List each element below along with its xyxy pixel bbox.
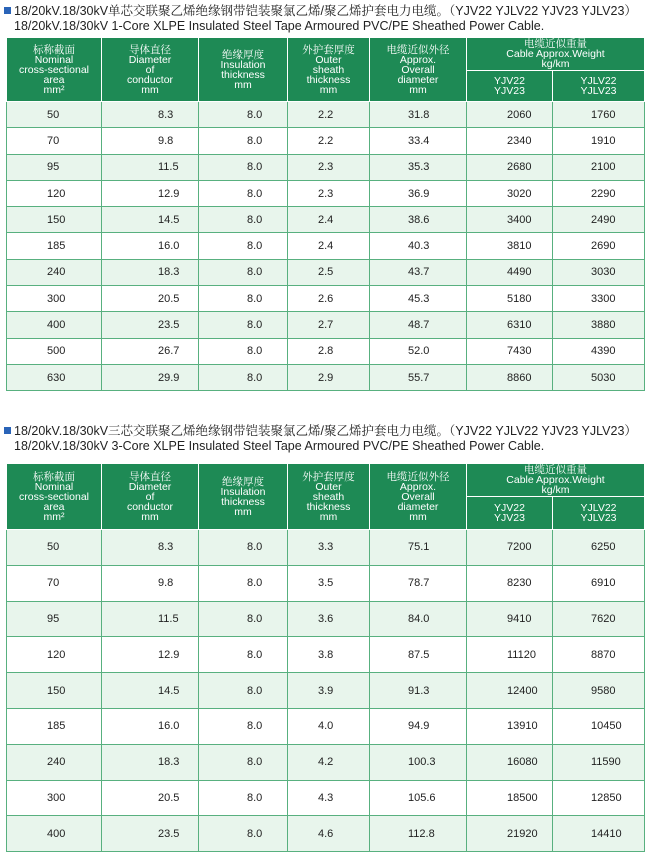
- table-cell: 2.4: [288, 233, 370, 259]
- header-line: thickness: [306, 500, 351, 513]
- table-cell: 35.3: [370, 154, 467, 180]
- table-cell: 9.8: [102, 565, 199, 601]
- header-weight-aluminium: [553, 71, 645, 102]
- table-cell: 150: [7, 673, 102, 709]
- table-cell: 2.3: [288, 180, 370, 206]
- table-cell: 150: [7, 207, 102, 233]
- table-cell: 8.0: [199, 233, 288, 259]
- table-cell: 8860: [467, 364, 553, 390]
- table-cell: 4490: [467, 259, 553, 285]
- table-cell: 20.5: [102, 780, 199, 816]
- header-line: mm²: [43, 510, 65, 523]
- header-sheath: [288, 464, 370, 530]
- title-cn-text: 18/20kV.18/30kV三芯交联聚乙烯绝缘钢带铠装聚氯乙烯/聚乙烯护套电力电缆。（YJV22 YJLV22 YJV23 YJLV23）: [14, 424, 637, 438]
- header-row: [7, 464, 645, 497]
- header-area: [7, 38, 102, 102]
- header-line: area: [43, 73, 65, 86]
- section-three-core: [0, 420, 650, 840]
- table-cell: 8.0: [199, 364, 288, 390]
- table-cell: 8.0: [199, 601, 288, 637]
- header-diameter: [102, 38, 199, 102]
- table-cell: 8.0: [199, 154, 288, 180]
- header-line: Approx.: [399, 53, 437, 66]
- table-cell: 400: [7, 312, 102, 338]
- table-cell: 2340: [467, 128, 553, 154]
- table-cell: 2.5: [288, 259, 370, 285]
- table-cell: 8.0: [199, 673, 288, 709]
- table-cell: 240: [7, 744, 102, 780]
- table-cell: 23.5: [102, 816, 199, 852]
- table-cell: 33.4: [370, 128, 467, 154]
- table-cell: 18.3: [102, 259, 199, 285]
- header-line: Outer: [315, 480, 342, 493]
- table-cell: 8.0: [199, 744, 288, 780]
- table-cell: 95: [7, 601, 102, 637]
- header-line: kg/km: [541, 484, 570, 496]
- header-line: mm: [234, 505, 252, 518]
- table-cell: 95: [7, 154, 102, 180]
- header-line: 外护套厚度: [302, 43, 355, 56]
- section-title-cn: [0, 0, 650, 19]
- header-line: Approx.: [399, 480, 437, 493]
- header-line: diameter: [397, 500, 439, 513]
- header-weight: [467, 464, 645, 497]
- table-row: [7, 259, 645, 285]
- section-title-en: 18/20kV.18/30kV 3-Core XLPE Insulated Steel Tape Armoured PVC/PE Sheathed Power Cable.: [14, 439, 545, 453]
- table-cell: 8.0: [199, 180, 288, 206]
- table-cell: 8.0: [199, 780, 288, 816]
- header-line: YJV22: [494, 502, 525, 514]
- table-row: [7, 744, 645, 780]
- table-cell: 87.5: [370, 637, 467, 673]
- table-cell: 500: [7, 338, 102, 364]
- table-cell: 2.2: [288, 128, 370, 154]
- table-cell: 8.0: [199, 128, 288, 154]
- table-cell: 12.9: [102, 180, 199, 206]
- title-cn-text: 18/20kV.18/30kV单芯交联聚乙烯绝缘钢带铠装聚氯乙烯/聚乙烯护套电力电缆。（YJV22 YJLV22 YJV23 YJLV23）: [14, 4, 637, 18]
- bullet-icon: [4, 427, 11, 434]
- table-cell: 400: [7, 816, 102, 852]
- header-sheath: [288, 38, 370, 102]
- table-cell: 9.8: [102, 128, 199, 154]
- table-cell: 3880: [553, 312, 645, 338]
- table-cell: 14.5: [102, 673, 199, 709]
- header-weight: [467, 38, 645, 71]
- header-line: thickness: [221, 495, 265, 508]
- table-cell: 2.7: [288, 312, 370, 338]
- table-cell: 8230: [467, 565, 553, 601]
- table-cell: 16.0: [102, 233, 199, 259]
- table-cell: 12.9: [102, 637, 199, 673]
- section-title-cn: [0, 420, 650, 439]
- table-row: [7, 637, 645, 673]
- header-line: YJLV23: [580, 512, 617, 524]
- table-cell: 21920: [467, 816, 553, 852]
- header-line: 电缆近似重量: [524, 464, 587, 476]
- table-row: [7, 207, 645, 233]
- table-cell: 2100: [553, 154, 645, 180]
- table-cell: 5180: [467, 286, 553, 312]
- header-line: Insulation: [220, 58, 266, 71]
- header-line: area: [43, 500, 65, 513]
- table-cell: 10450: [553, 708, 645, 744]
- header-line: YJLV22: [580, 75, 617, 87]
- header-line: 标称截面: [33, 43, 75, 56]
- header-line: Cable Approx.Weight: [506, 48, 605, 60]
- table-cell: 8.3: [102, 530, 199, 566]
- header-line: of: [145, 490, 155, 503]
- table-row: [7, 338, 645, 364]
- table-row: [7, 233, 645, 259]
- table-cell: 18500: [467, 780, 553, 816]
- header-line: 标称截面: [33, 470, 75, 483]
- header-line: YJLV23: [580, 85, 617, 97]
- header-line: 电缆近似重量: [524, 38, 587, 50]
- header-line: 导体直径: [129, 43, 171, 56]
- table-cell: 50: [7, 102, 102, 128]
- table-cell: 11120: [467, 637, 553, 673]
- table-cell: 8.0: [199, 259, 288, 285]
- table-cell: 2.8: [288, 338, 370, 364]
- table-cell: 105.6: [370, 780, 467, 816]
- table-cell: 45.3: [370, 286, 467, 312]
- table-cell: 14.5: [102, 207, 199, 233]
- table-cell: 3.9: [288, 673, 370, 709]
- table-row: [7, 816, 645, 852]
- header-line: mm: [409, 510, 427, 523]
- header-line: YJLV22: [580, 502, 617, 514]
- table-row: [7, 286, 645, 312]
- table-cell: 300: [7, 780, 102, 816]
- table-body: [7, 102, 645, 391]
- header-line: mm²: [43, 83, 65, 96]
- header-line: YJV22: [494, 75, 525, 87]
- header-line: mm: [234, 78, 252, 91]
- table-cell: 2.3: [288, 154, 370, 180]
- table-cell: 7200: [467, 530, 553, 566]
- header-line: Overall: [401, 490, 435, 503]
- table-cell: 4.0: [288, 708, 370, 744]
- header-weight-copper: [467, 497, 553, 530]
- header-area: [7, 464, 102, 530]
- header-line: mm: [141, 83, 159, 96]
- table-cell: 94.9: [370, 708, 467, 744]
- table-cell: 8.0: [199, 338, 288, 364]
- table-cell: 12400: [467, 673, 553, 709]
- table-cell: 240: [7, 259, 102, 285]
- table-cell: 48.7: [370, 312, 467, 338]
- table-cell: 630: [7, 364, 102, 390]
- table-cell: 3400: [467, 207, 553, 233]
- header-insulation: [199, 464, 288, 530]
- header-line: 绝缘厚度: [222, 475, 264, 488]
- table-cell: 11.5: [102, 601, 199, 637]
- table-cell: 6250: [553, 530, 645, 566]
- table-cell: 84.0: [370, 601, 467, 637]
- table-cell: 4390: [553, 338, 645, 364]
- table-header: [7, 464, 645, 530]
- table-cell: 2680: [467, 154, 553, 180]
- table-cell: 78.7: [370, 565, 467, 601]
- table-row: [7, 154, 645, 180]
- table-cell: 29.9: [102, 364, 199, 390]
- table-cell: 185: [7, 233, 102, 259]
- table-cell: 7620: [553, 601, 645, 637]
- table-cell: 7430: [467, 338, 553, 364]
- table-cell: 26.7: [102, 338, 199, 364]
- table-cell: 8.0: [199, 530, 288, 566]
- header-line: mm: [409, 83, 427, 96]
- table-cell: 112.8: [370, 816, 467, 852]
- header-line: diameter: [397, 73, 439, 86]
- table-cell: 2060: [467, 102, 553, 128]
- spec-table-three-core: [6, 463, 645, 852]
- table-row: [7, 312, 645, 338]
- header-line: sheath: [312, 63, 345, 76]
- table-cell: 8.0: [199, 312, 288, 338]
- header-line: YJV23: [494, 85, 525, 97]
- table-cell: 8.0: [199, 637, 288, 673]
- table-cell: 4.2: [288, 744, 370, 780]
- header-line: YJV23: [494, 512, 525, 524]
- header-line: 电缆近似外径: [386, 470, 450, 483]
- table-cell: 2690: [553, 233, 645, 259]
- header-line: 外护套厚度: [302, 470, 355, 483]
- table-cell: 2.9: [288, 364, 370, 390]
- header-line: 电缆近似外径: [386, 43, 450, 56]
- header-line: sheath: [312, 490, 345, 503]
- header-line: Outer: [315, 53, 342, 66]
- table-cell: 3.6: [288, 601, 370, 637]
- table-cell: 300: [7, 286, 102, 312]
- spec-table-single-core: [6, 37, 645, 391]
- header-line: thickness: [306, 73, 351, 86]
- table-cell: 4.3: [288, 780, 370, 816]
- table-cell: 6310: [467, 312, 553, 338]
- table-cell: 3.5: [288, 565, 370, 601]
- table-cell: 120: [7, 637, 102, 673]
- table-cell: 2290: [553, 180, 645, 206]
- table-header: [7, 38, 645, 102]
- header-row: [7, 38, 645, 71]
- table-cell: 3.3: [288, 530, 370, 566]
- table-cell: 100.3: [370, 744, 467, 780]
- table-cell: 23.5: [102, 312, 199, 338]
- table-cell: 4.6: [288, 816, 370, 852]
- table-cell: 16080: [467, 744, 553, 780]
- table-row: [7, 102, 645, 128]
- table-cell: 1910: [553, 128, 645, 154]
- header-line: Insulation: [220, 485, 266, 498]
- header-overall-diameter: [370, 464, 467, 530]
- table-cell: 8.0: [199, 286, 288, 312]
- table-cell: 31.8: [370, 102, 467, 128]
- table-cell: 2.2: [288, 102, 370, 128]
- table-cell: 3030: [553, 259, 645, 285]
- table-cell: 50: [7, 530, 102, 566]
- table-cell: 2490: [553, 207, 645, 233]
- table-cell: 8.0: [199, 816, 288, 852]
- table-row: [7, 364, 645, 390]
- table-row: [7, 601, 645, 637]
- table-cell: 18.3: [102, 744, 199, 780]
- table-cell: 13910: [467, 708, 553, 744]
- header-line: 导体直径: [129, 470, 171, 483]
- header-line: 绝缘厚度: [222, 48, 264, 61]
- header-line: kg/km: [541, 58, 570, 70]
- table-cell: 8.0: [199, 565, 288, 601]
- header-line: Nominal: [34, 53, 74, 66]
- header-line: mm: [141, 510, 159, 523]
- table-cell: 43.7: [370, 259, 467, 285]
- header-line: of: [145, 63, 155, 76]
- section-title-en: 18/20kV.18/30kV 1-Core XLPE Insulated Steel Tape Armoured PVC/PE Sheathed Power Cable.: [14, 19, 545, 33]
- table-cell: 3300: [553, 286, 645, 312]
- header-insulation: [199, 38, 288, 102]
- table-cell: 20.5: [102, 286, 199, 312]
- table-cell: 8.3: [102, 102, 199, 128]
- table-cell: 38.6: [370, 207, 467, 233]
- table-cell: 8.0: [199, 102, 288, 128]
- header-line: Nominal: [34, 480, 74, 493]
- table-row: [7, 180, 645, 206]
- table-row: [7, 673, 645, 709]
- header-line: cross-sectional: [18, 490, 90, 503]
- table-cell: 3020: [467, 180, 553, 206]
- table-cell: 1760: [553, 102, 645, 128]
- table-cell: 9410: [467, 601, 553, 637]
- table-cell: 8.0: [199, 708, 288, 744]
- table-cell: 70: [7, 565, 102, 601]
- table-body: [7, 530, 645, 852]
- header-line: Diameter: [128, 53, 172, 66]
- table-cell: 3810: [467, 233, 553, 259]
- table-cell: 185: [7, 708, 102, 744]
- header-line: conductor: [126, 500, 174, 513]
- table-cell: 91.3: [370, 673, 467, 709]
- header-line: Cable Approx.Weight: [506, 474, 605, 486]
- table-cell: 16.0: [102, 708, 199, 744]
- header-line: conductor: [126, 73, 174, 86]
- table-cell: 5030: [553, 364, 645, 390]
- table-cell: 11.5: [102, 154, 199, 180]
- table-cell: 14410: [553, 816, 645, 852]
- table-cell: 52.0: [370, 338, 467, 364]
- header-line: Diameter: [128, 480, 172, 493]
- bullet-icon: [4, 7, 11, 14]
- table-cell: 2.6: [288, 286, 370, 312]
- header-line: mm: [319, 510, 338, 523]
- table-row: [7, 565, 645, 601]
- header-line: cross-sectional: [18, 63, 90, 76]
- table-cell: 70: [7, 128, 102, 154]
- table-cell: 55.7: [370, 364, 467, 390]
- table-row: [7, 128, 645, 154]
- table-cell: 40.3: [370, 233, 467, 259]
- header-weight-copper: [467, 71, 553, 102]
- table-cell: 2.4: [288, 207, 370, 233]
- header-overall-diameter: [370, 38, 467, 102]
- table-cell: 9580: [553, 673, 645, 709]
- table-cell: 8870: [553, 637, 645, 673]
- header-line: mm: [319, 83, 338, 96]
- table-cell: 6910: [553, 565, 645, 601]
- table-cell: 8.0: [199, 207, 288, 233]
- header-diameter: [102, 464, 199, 530]
- section-single-core: [0, 0, 650, 384]
- table-row: [7, 708, 645, 744]
- table-cell: 12850: [553, 780, 645, 816]
- table-cell: 11590: [553, 744, 645, 780]
- table-cell: 36.9: [370, 180, 467, 206]
- table-cell: 3.8: [288, 637, 370, 673]
- header-line: thickness: [221, 68, 265, 81]
- header-line: Overall: [401, 63, 435, 76]
- table-cell: 120: [7, 180, 102, 206]
- table-row: [7, 530, 645, 566]
- table-cell: 75.1: [370, 530, 467, 566]
- header-weight-aluminium: [553, 497, 645, 530]
